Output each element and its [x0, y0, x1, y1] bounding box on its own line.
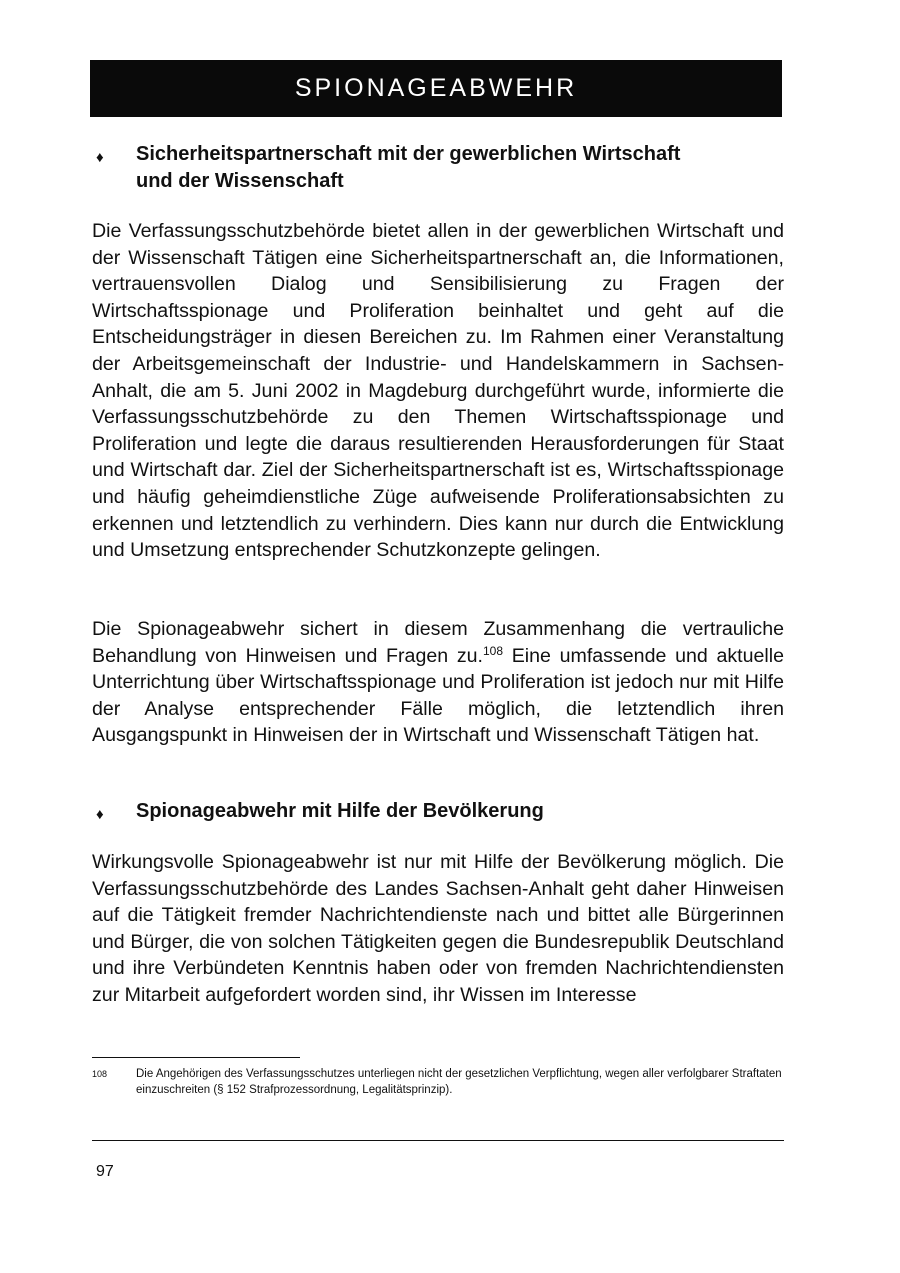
header-bar [90, 60, 782, 117]
paragraph-text: Die Spionageabwehr sichert in diesem Zusammenhang die vertrauliche Behandlung von Hinweisen und Fragen zu. [92, 618, 784, 667]
diamond-bullet-icon: ♦ [96, 149, 104, 166]
footnote-divider [92, 1057, 300, 1058]
page-number: 97 [96, 1163, 114, 1180]
section-heading-line: Sicherheitspartnerschaft mit der gewerblichen Wirtschaft [136, 143, 681, 165]
section-heading-text: Spionageabwehr mit Hilfe der Bevölkerung [136, 800, 544, 822]
body-paragraph: Wirkungsvolle Spionageabwehr ist nur mit Hilfe der Bevölkerung möglich. Die Verfassungsschutzbehörde des Landes Sachsen-Anhalt geht daher Hinweisen auf die Tätigkeit fremder Nachrichtendienste nach und bittet alle Bürgerinnen und Bürger, die von solchen Tätigkeiten gegen die Bundesrepublik Deutschland und ihre Verbündeten Kenntnis haben oder von fremden Nachrichtendiensten zur Mitarbeit aufgefordert worden sind, ihr Wissen im Interesse [92, 851, 784, 1006]
page-header-title: SPIONAGEABWEHR [294, 74, 578, 102]
section-heading-sicherheitspartnerschaft [96, 141, 786, 195]
section-heading-bevoelkerung [96, 798, 786, 828]
paragraph-text: Eine umfassende und aktuelle Unterrichtung über Wirtschaftsspionage und Proliferation ist jedoch nur mit Hilfe der Analyse entsprechender Fälle möglich, die letztendlich ihren Ausgangspunkt in Hinweisen der in Wirtschaft und Wissenschaft Tätigen hat. [92, 644, 784, 747]
section-heading-text [136, 141, 786, 195]
footnote [92, 1066, 784, 1098]
section-heading-line: und der Wissenschaft [136, 170, 344, 192]
body-paragraph: Die Verfassungsschutzbehörde bietet allen in der gewerblichen Wirtschaft und der Wissenschaft Tätigen eine Sicherheitspartnerschaft an, die Informationen, vertrauensvollen Dialog und Sensibilisierung zu Fragen der Wirtschaftsspionage und Proliferation beinhaltet und geht auf die Entscheidungsträger in diesen Bereichen zu. Im Rahmen einer Veranstaltung der Arbeitsgemeinschaft der Industrie- und Handelskammern in Sachsen-Anhalt, die am 5. Juni 2002 in Magdeburg durchgeführt wurde, informierte die Verfassungsschutzbehörde zu den Themen Wirtschaftsspionage und Proliferation und legte die daraus resultierenden Herausforderungen für Staat und Wirtschaft dar. Ziel der Sicherheitspartnerschaft ist es, Wirtschaftsspionage und häufig geheimdienstliche Züge aufweisende Proliferationsabsichten zu erkennen und letztendlich zu verhindern. Dies kann nur durch die Entwicklung und Umsetzung entsprechender Schutzkonzepte gelingen. [92, 220, 784, 562]
footnote-number: 108 [92, 1069, 108, 1079]
page-footer-divider [92, 1140, 784, 1141]
body-paragraph [92, 616, 784, 749]
footnote-text: Die Angehörigen des Verfassungsschutzes unterliegen nicht der gesetzlichen Verpflichtung, wegen aller verfolgbarer Straftaten einzuschreiten (§ 152 Strafprozessordnung, Legalitätsprinzip). [136, 1068, 782, 1096]
footnote-reference: 108 [482, 643, 504, 658]
diamond-bullet-icon: ♦ [96, 806, 104, 823]
